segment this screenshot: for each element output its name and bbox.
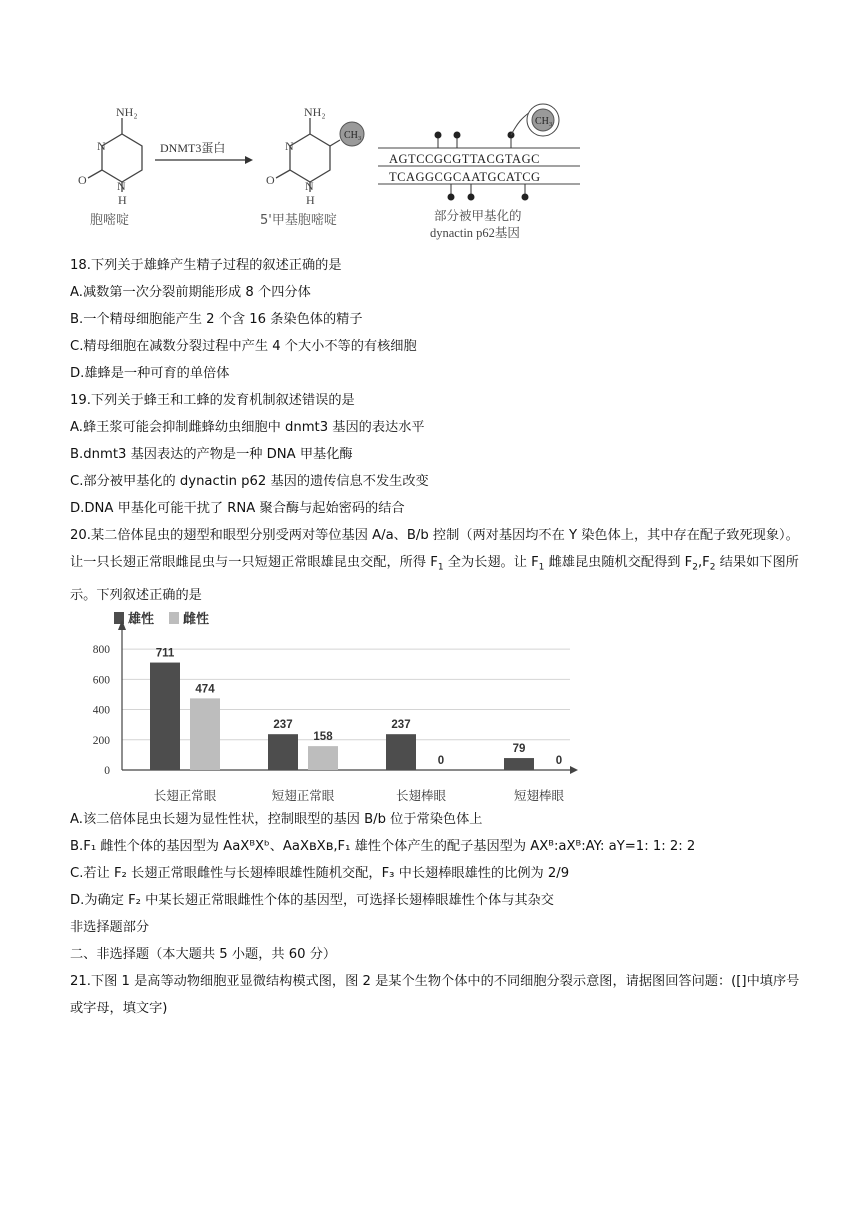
bar-value-label: 158 [313, 731, 333, 744]
q19-option-c: C.部分被甲基化的 dynactin p62 基因的遗传信息不发生改变 [70, 474, 429, 489]
q20-option-c: C.若让 F₂ 长翅正常眼雌性与长翅棒眼雄性随机交配，F₃ 中长翅棒眼雄性的比例为 2/9 [70, 866, 570, 881]
y-tick-label: 400 [92, 704, 110, 717]
strand-bottom: TCAGGCGCAATGCATCG [389, 170, 541, 184]
x-category-label: 长翅正常眼 [153, 788, 217, 803]
q18-stem: 18.下列关于雄蜂产生精子过程的叙述正确的是 [70, 258, 342, 273]
q20-stem: 20.某二倍体昆虫的翅型和眼型分别受两对等位基因 A/a、B/b 控制（两对基因均不在 Y 染色体上，其中存在配子致死现象）。让一只长翅正常眼雌昆虫与一只短翅正常眼雄昆虫交配，所得 $F_1$ 全为长翅。让 $F_1$ 雌雄昆虫随机交配得到 $F_2,F_2$ 结果如下图所示。下列叙述正确的是 [70, 528, 799, 603]
callout-ch3: CH₃ [535, 116, 553, 127]
q20-option-a: A.该二倍体昆虫长翅为显性性状，控制眼型的基因 B/b 位于常染色体上 [70, 812, 483, 827]
bar [308, 746, 338, 770]
legend-label: 雄性 [128, 612, 155, 627]
y-tick-label: 0 [104, 765, 110, 777]
q20-option-d: D.为确定 F₂ 中某长翅正常眼雌性个体的基因型，可选择长翅棒眼雄性个体与其杂交 [70, 893, 554, 908]
methylcytosine-n3: N [285, 139, 294, 153]
bar-value-label: 79 [512, 743, 526, 756]
bar [268, 734, 298, 770]
gene-caption-2: dynactin p62基因 [430, 226, 520, 240]
bar-value-label: 711 [155, 647, 175, 660]
bar-value-label: 0 [555, 755, 563, 767]
cytosine-n3: N [97, 139, 106, 153]
bar [150, 663, 180, 770]
bar-value-label: 0 [437, 755, 445, 767]
cytosine-label: 胞嘧啶 [90, 213, 130, 228]
q19-option-a: A.蜂王浆可能会抑制雌蜂幼虫细胞中 dnmt3 基因的表达水平 [70, 420, 425, 435]
cytosine-nh2: NH₂ [116, 105, 138, 119]
legend-swatch [169, 612, 179, 624]
bar-value-label: 474 [195, 683, 215, 696]
cytosine-structure [88, 118, 142, 192]
bar [190, 698, 220, 770]
methylcytosine-h: H [306, 193, 315, 207]
q20-option-b: B.F₁ 雌性个体的基因型为 AaXᴮXᵇ、AaXʙXʙ,F₁ 雄性个体产生的配子基因型为 AXᴮ:aXᴮ:AY: aY=1: 1: 2: 2 [70, 839, 696, 854]
cytosine-n1: N [117, 179, 126, 193]
methylation-figure [60, 92, 600, 252]
methylcytosine-o: O [266, 173, 275, 187]
legend-label: 雌性 [183, 612, 210, 627]
bar [386, 734, 416, 770]
arrow-head-icon [245, 156, 253, 164]
methylcytosine-n1: N [305, 179, 314, 193]
bar-chart [70, 606, 590, 806]
cytosine-o: O [78, 173, 87, 187]
q18-option-a: A.减数第一次分裂前期能形成 8 个四分体 [70, 285, 311, 300]
methylcytosine-label: 5'甲基胞嘧啶 [260, 213, 337, 228]
q18-option-b: B.一个精母细胞能产生 2 个含 16 条染色体的精子 [70, 312, 363, 327]
x-category-label: 短翅正常眼 [271, 788, 335, 803]
x-category-label: 短翅棒眼 [513, 788, 565, 803]
x-axis-arrow-icon [570, 766, 578, 774]
methylcytosine-nh2: NH₂ [304, 105, 326, 119]
strand-top: AGTCCGCGTTACGTAGC [389, 152, 540, 166]
y-tick-label: 600 [92, 674, 110, 687]
bar-value-label: 237 [391, 719, 411, 732]
q19-stem: 19.下列关于蜂王和工蜂的发育机制叙述错误的是 [70, 393, 355, 408]
q19-option-d: D.DNA 甲基化可能干扰了 RNA 聚合酶与起始密码的结合 [70, 501, 405, 516]
y-tick-label: 200 [92, 734, 110, 747]
q19-option-b: B.dnmt3 基因表达的产物是一种 DNA 甲基化酶 [70, 447, 353, 462]
q18-option-d: D.雄蜂是一种可育的单倍体 [70, 366, 230, 381]
cytosine-h: H [118, 193, 127, 207]
section-heading: 二、非选择题（本大题共 5 小题，共 60 分） [70, 947, 337, 962]
q21-stem: 21.下图 1 是高等动物细胞亚显微结构模式图，图 2 是某个生物个体中的不同细胞分裂示意图，请据图回答问题：([]中填序号或字母，填文字) [70, 974, 800, 1016]
gene-caption-1: 部分被甲基化的 [434, 208, 522, 223]
methyl-ch3: CH₃ [344, 130, 362, 141]
bar [504, 758, 534, 770]
bar-value-label: 237 [273, 719, 293, 732]
dnmt3-label: DNMT3蛋白 [160, 141, 226, 155]
q18-option-c: C.精母细胞在减数分裂过程中产生 4 个大小不等的有核细胞 [70, 339, 417, 354]
y-tick-label: 800 [92, 644, 110, 657]
x-category-label: 长翅棒眼 [395, 788, 447, 803]
nonchoice-part-label: 非选择题部分 [70, 920, 150, 935]
